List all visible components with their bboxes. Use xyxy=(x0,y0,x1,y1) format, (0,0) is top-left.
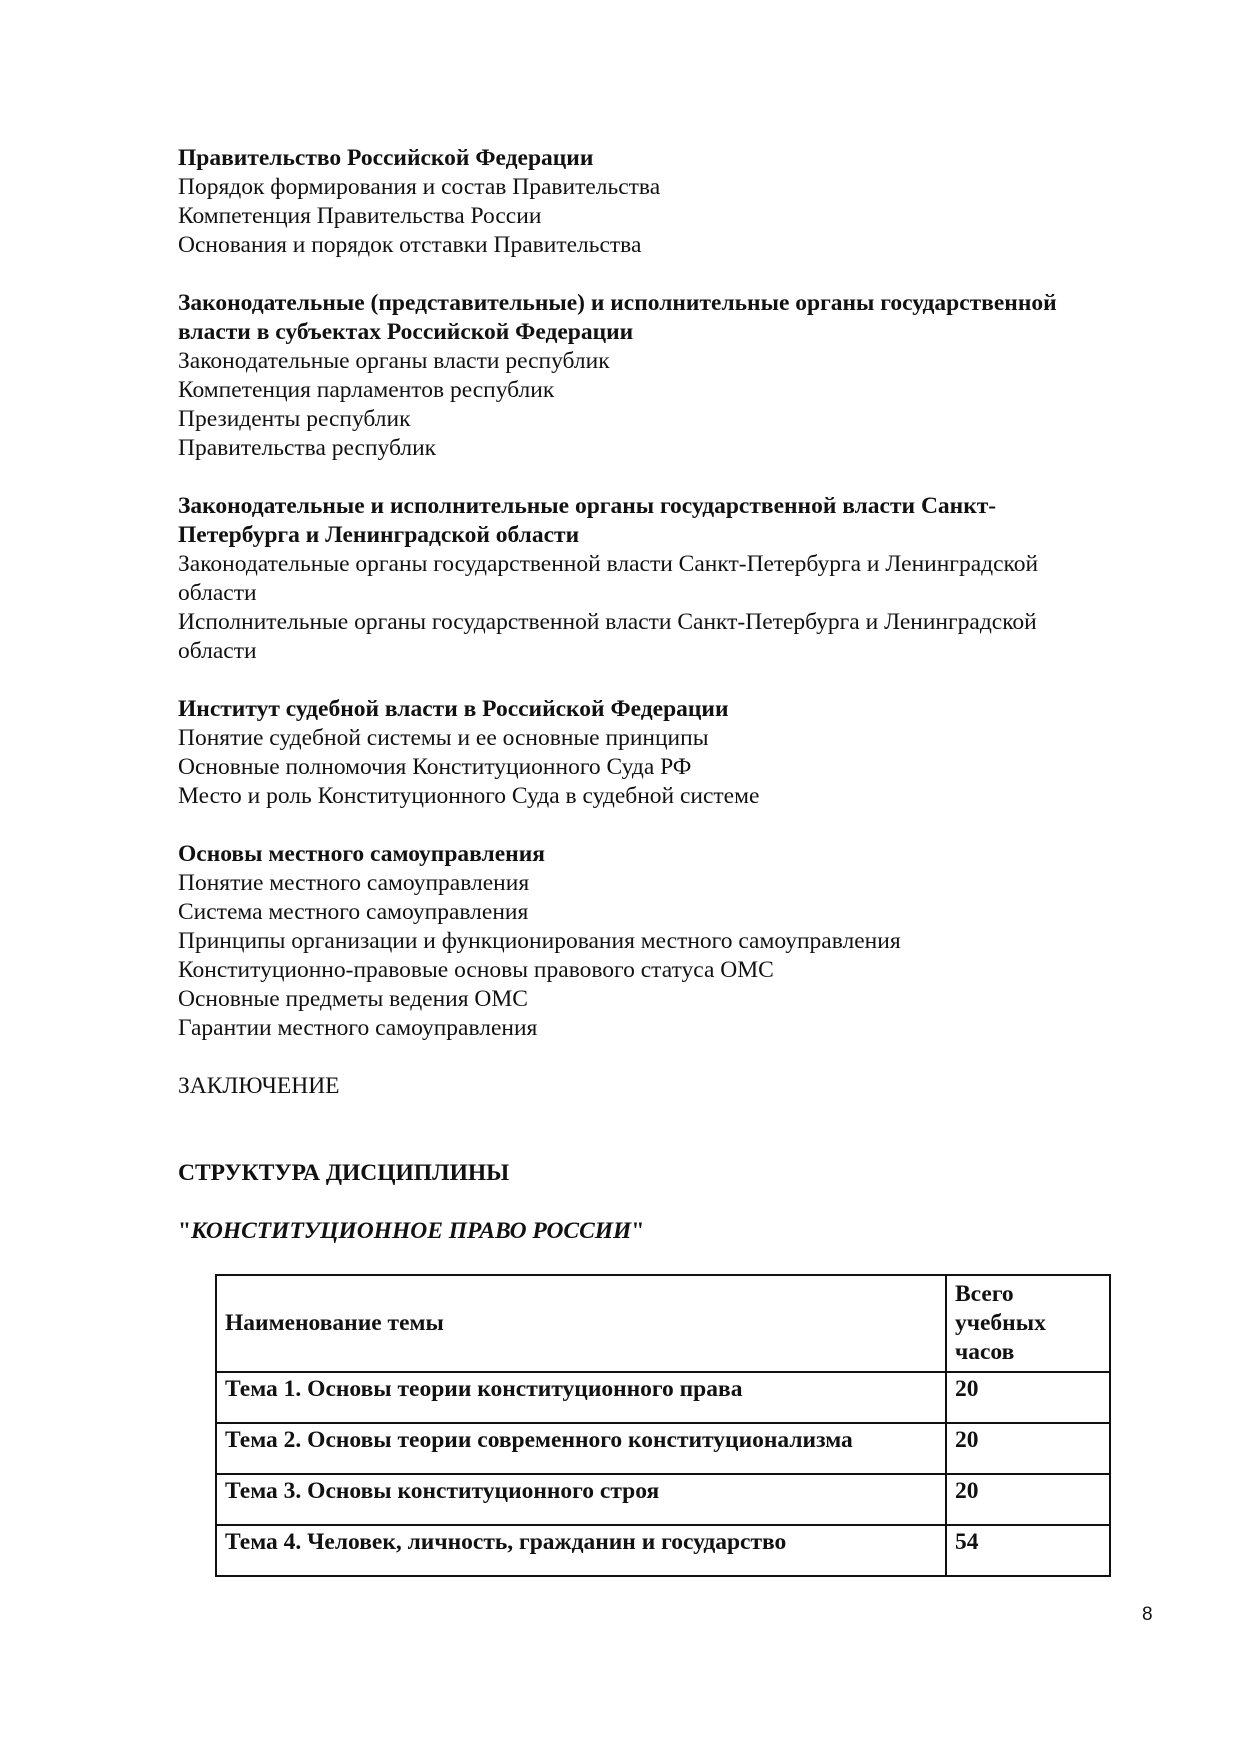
section-item: Законодательные органы власти республик xyxy=(178,348,610,374)
structure-table-wrap xyxy=(215,1274,1111,1577)
hours-header-line: часов xyxy=(955,1339,1015,1365)
section-title-line: Петербурга и Ленинградской области xyxy=(178,522,580,548)
hours-cell: 20 xyxy=(946,1423,1110,1474)
discipline-quote-open: " xyxy=(178,1218,192,1244)
discipline-quote-close: " xyxy=(631,1218,645,1244)
table-row xyxy=(216,1372,1110,1423)
table-row xyxy=(216,1423,1110,1474)
section-item: Порядок формирования и состав Правительства xyxy=(178,174,661,200)
table-row xyxy=(216,1525,1110,1576)
structure-table xyxy=(215,1274,1111,1577)
hours-cell: 20 xyxy=(946,1474,1110,1525)
section-title-line: власти в субъектах Российской Федерации xyxy=(178,319,634,345)
section-item: Законодательные органы государственной власти Санкт-Петербурга и Ленинградской xyxy=(178,551,1039,577)
section-item: Понятие судебной системы и ее основные принципы xyxy=(178,725,709,751)
section-item: Понятие местного самоуправления xyxy=(178,870,530,896)
section-item: Президенты республик xyxy=(178,406,411,432)
hours-column-header xyxy=(946,1275,1110,1372)
section-item: Компетенция Правительства России xyxy=(178,203,542,229)
section-item: Основные предметы ведения ОМС xyxy=(178,986,528,1012)
section-title-line: Правительство Российской Федерации xyxy=(178,145,594,171)
section-title-line: Законодательные (представительные) и исполнительные органы государственной xyxy=(178,290,1057,316)
table-row xyxy=(216,1474,1110,1525)
topic-cell: Тема 4. Человек, личность, гражданин и государство xyxy=(216,1525,946,1576)
structure-title: СТРУКТУРА ДИСЦИПЛИНЫ xyxy=(178,1160,510,1186)
table-header-row xyxy=(216,1275,1110,1372)
section-item: Принципы организации и функционирования местного самоуправления xyxy=(178,928,901,954)
section-item: Основания и порядок отставки Правительства xyxy=(178,232,642,258)
section-item: Правительства республик xyxy=(178,435,437,461)
content-section xyxy=(178,840,1138,1043)
hours-cell: 54 xyxy=(946,1525,1110,1576)
hours-header-line: Всего xyxy=(955,1281,1014,1307)
hours-header-line: учебных xyxy=(955,1310,1046,1336)
topic-cell: Тема 1. Основы теории конституционного права xyxy=(216,1372,946,1423)
section-item: Гарантии местного самоуправления xyxy=(178,1015,538,1041)
section-title-line: Законодательные и исполнительные органы государственной власти Санкт- xyxy=(178,493,997,519)
content-section xyxy=(178,695,1138,811)
page-number: 8 xyxy=(1142,1604,1153,1625)
section-title-line: Основы местного самоуправления xyxy=(178,841,545,867)
section-item: Основные полномочия Конституционного Суда РФ xyxy=(178,754,692,780)
section-item: области xyxy=(178,638,257,664)
hours-cell: 20 xyxy=(946,1372,1110,1423)
section-item: Компетенция парламентов республик xyxy=(178,377,555,403)
section-item: Система местного самоуправления xyxy=(178,899,529,925)
section-item: Конституционно-правовые основы правового статуса ОМС xyxy=(178,957,774,983)
topic-column-header: Наименование темы xyxy=(216,1275,946,1372)
section-title-line: Институт судебной власти в Российской Федерации xyxy=(178,696,729,722)
content-section xyxy=(178,492,1138,666)
topic-cell: Тема 2. Основы теории современного конституционализма xyxy=(216,1423,946,1474)
section-item: Исполнительные органы государственной власти Санкт-Петербурга и Ленинградской xyxy=(178,609,1037,635)
conclusion-heading: ЗАКЛЮЧЕНИЕ xyxy=(178,1073,340,1099)
table-body xyxy=(216,1372,1110,1576)
page-content xyxy=(178,144,1138,1246)
topic-cell: Тема 3. Основы конституционного строя xyxy=(216,1474,946,1525)
discipline-name: КОНСТИТУЦИОННОЕ ПРАВО РОССИИ xyxy=(191,1218,632,1244)
discipline-title xyxy=(178,1217,1138,1246)
sections-list xyxy=(178,144,1138,1043)
content-section xyxy=(178,144,1138,260)
content-section xyxy=(178,289,1138,463)
section-item: Место и роль Конституционного Суда в судебной системе xyxy=(178,783,760,809)
section-item: области xyxy=(178,580,257,606)
